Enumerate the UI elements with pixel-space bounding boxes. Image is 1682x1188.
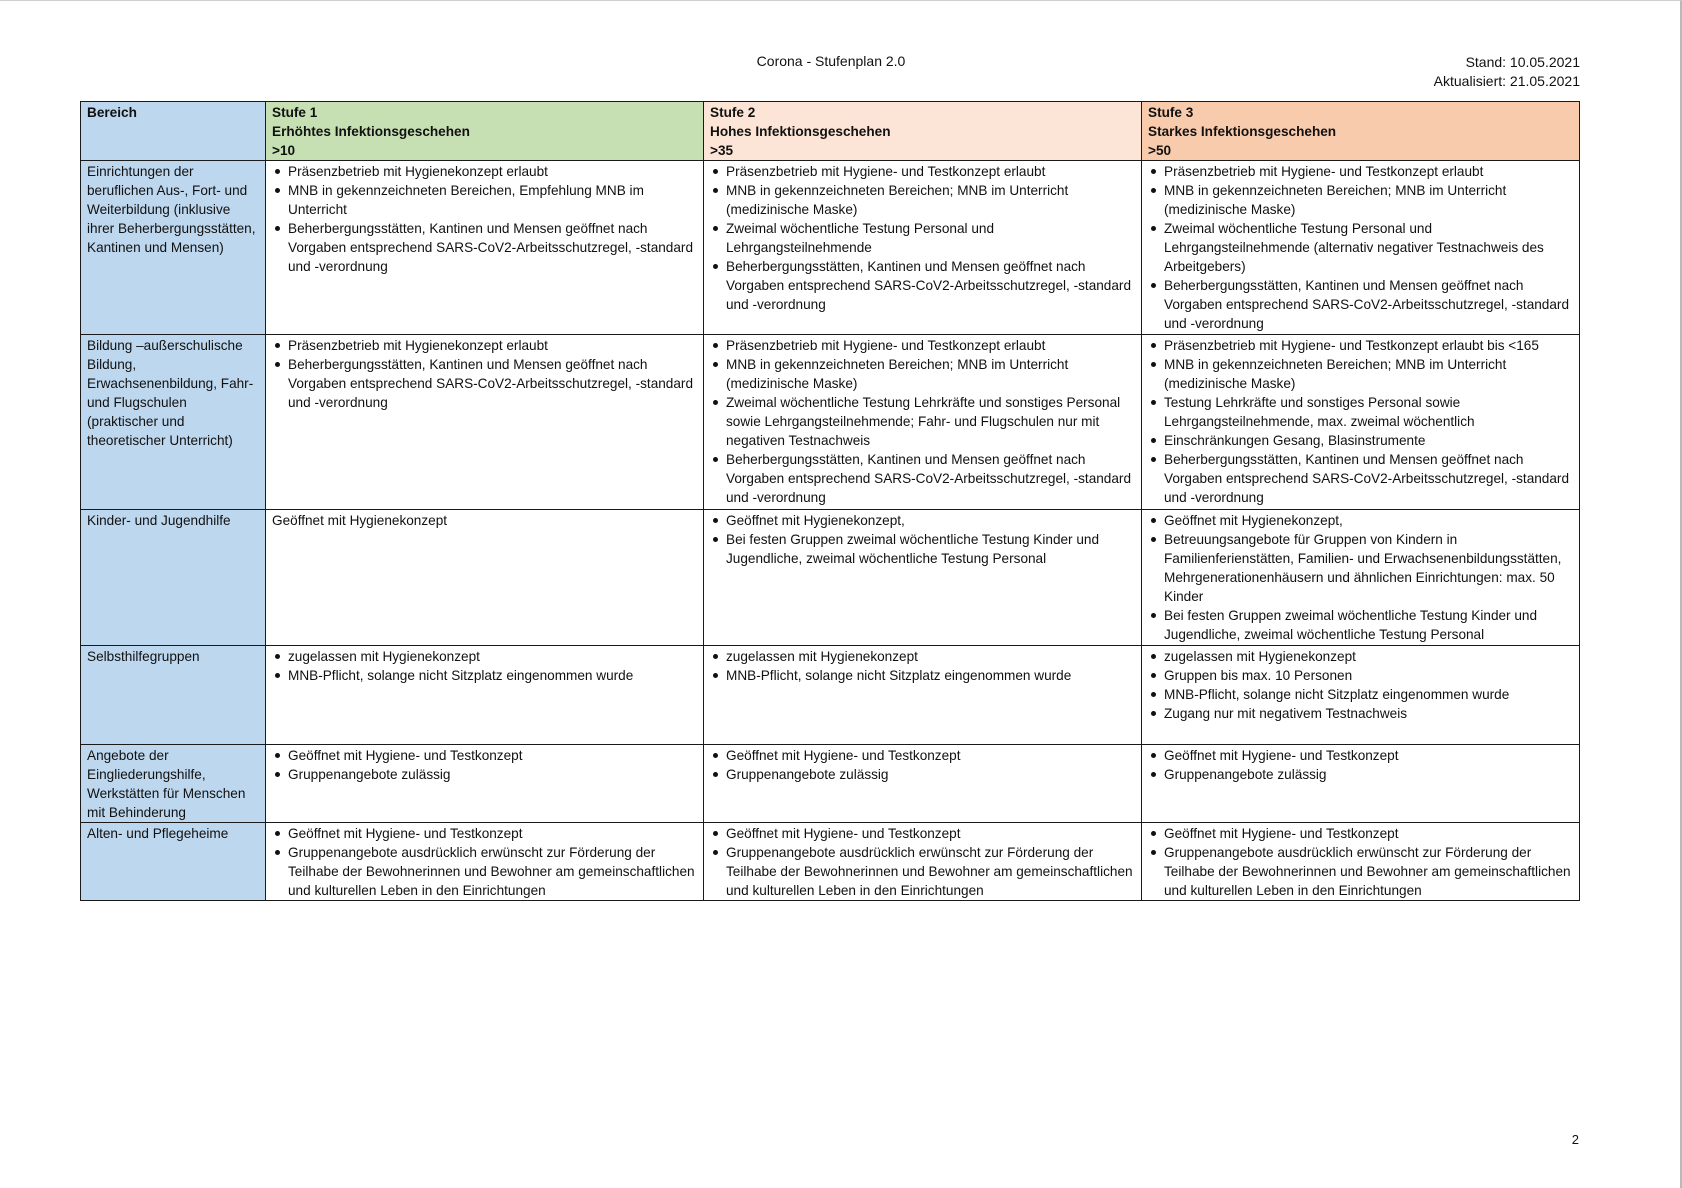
stufe-2-cell [704,646,1142,745]
list-item: MNB in gekennzeichneten Bereichen; MNB im Unterricht (medizinische Maske) [726,355,1137,393]
stufe-3-cell [1142,823,1580,901]
stufe-1-cell [266,646,704,745]
list-item: Präsenzbetrieb mit Hygiene- und Testkonzept erlaubt bis <165 [1164,336,1575,355]
header-stufe-2-label: Hohes Infektionsgeschehen [710,124,891,139]
list-item: Gruppen bis max. 10 Personen [1164,666,1575,685]
document-meta [1434,53,1580,91]
stufe-3-cell [1142,510,1580,646]
list-item: Präsenzbetrieb mit Hygiene- und Testkonzept erlaubt [726,336,1137,355]
page-number: 2 [1571,1132,1579,1147]
document-title: Corona - Stufenplan 2.0 [756,53,906,69]
list-item: Zweimal wöchentliche Testung Personal und Lehrgangsteilnehmende [726,219,1137,257]
list-item: zugelassen mit Hygienekonzept [726,647,1137,666]
list-item: MNB in gekennzeichneten Bereichen; MNB im Unterricht (medizinische Maske) [726,181,1137,219]
stufe-2-cell [704,823,1142,901]
list-item: MNB in gekennzeichneten Bereichen; MNB im Unterricht (medizinische Maske) [1164,181,1575,219]
header-stufe-2-level: Stufe 2 [710,105,756,120]
list-item: Beherbergungsstätten, Kantinen und Mensen geöffnet nach Vorgaben entsprechend SARS-CoV2-Arbeitsschutzregel, -standard und -verordnung [1164,276,1575,333]
stand-date: Stand: 10.05.2021 [1465,54,1580,70]
area-cell: Kinder- und Jugendhilfe [81,510,266,646]
list-item: Präsenzbetrieb mit Hygienekonzept erlaubt [288,162,699,181]
area-cell: Alten- und Pflegeheime [81,823,266,901]
list-item: Geöffnet mit Hygienekonzept, [726,511,1137,530]
stufe-1-cell [266,745,704,823]
header-stufe-1-label: Erhöhtes Infektionsgeschehen [272,124,470,139]
stufe-2-cell [704,510,1142,646]
list-item: Gruppenangebote zulässig [1164,765,1575,784]
list-item: Gruppenangebote zulässig [726,765,1137,784]
list-item: Gruppenangebote ausdrücklich erwünscht zur Förderung der Teilhabe der Bewohnerinnen und Bewohner am gemeinschaftlichen und kulturellen Leben in den Einrichtungen [288,843,699,900]
list-item: Beherbergungsstätten, Kantinen und Mensen geöffnet nach Vorgaben entsprechend SARS-CoV2-Arbeitsschutzregel, -standard und -verordnung [288,219,699,276]
list-item: Geöffnet mit Hygiene- und Testkonzept [288,824,699,843]
list-item: Zweimal wöchentliche Testung Lehrkräfte und sonstiges Personal sowie Lehrgangsteilnehmende; Fahr- und Flugschulen nur mit negativen Testnachweis [726,393,1137,450]
list-item: MNB-Pflicht, solange nicht Sitzplatz eingenommen wurde [288,666,699,685]
list-item: Gruppenangebote zulässig [288,765,699,784]
header-stufe-1-level: Stufe 1 [272,105,318,120]
list-item: Testung Lehrkräfte und sonstiges Personal sowie Lehrgangsteilnehmende, max. zweimal wöchentlich [1164,393,1575,431]
area-cell: Einrichtungen der beruflichen Aus-, Fort- und Weiterbildung (inklusive ihrer Beherbergungsstätten, Kantinen und Mensen) [81,161,266,335]
list-item: Beherbergungsstätten, Kantinen und Mensen geöffnet nach Vorgaben entsprechend SARS-CoV2-Arbeitsschutzregel, -standard und -verordnung [288,355,699,412]
list-item: Bei festen Gruppen zweimal wöchentliche Testung Kinder und Jugendliche, zweimal wöchentliche Testung Personal [1164,606,1575,644]
list-item: Beherbergungsstätten, Kantinen und Mensen geöffnet nach Vorgaben entsprechend SARS-CoV2-Arbeitsschutzregel, -standard und -verordnung [726,450,1137,507]
area-cell: Angebote der Eingliederungshilfe, Werkstätten für Menschen mit Behinderung [81,745,266,823]
stufe-1-cell: Geöffnet mit Hygienekonzept [266,510,704,646]
list-item: Beherbergungsstätten, Kantinen und Mensen geöffnet nach Vorgaben entsprechend SARS-CoV2-Arbeitsschutzregel, -standard und -verordnung [726,257,1137,314]
list-item: zugelassen mit Hygienekonzept [288,647,699,666]
list-item: zugelassen mit Hygienekonzept [1164,647,1575,666]
stufe-2-cell [704,745,1142,823]
updated-date: Aktualisiert: 21.05.2021 [1433,73,1580,89]
table-row [81,510,1580,646]
table-row [81,335,1580,510]
list-item: Zweimal wöchentliche Testung Personal und Lehrgangsteilnehmende (alternativ negativer Testnachweis des Arbeitgebers) [1164,219,1575,276]
list-item: Geöffnet mit Hygiene- und Testkonzept [726,746,1137,765]
list-item: Bei festen Gruppen zweimal wöchentliche Testung Kinder und Jugendliche, zweimal wöchentliche Testung Personal [726,530,1137,568]
list-item: Präsenzbetrieb mit Hygiene- und Testkonzept erlaubt [1164,162,1575,181]
stufenplan-table [80,101,1580,901]
header-bereich: Bereich [81,102,266,161]
table-row [81,161,1580,335]
stufe-1-cell [266,335,704,510]
stufe-2-cell [704,335,1142,510]
table-row [81,823,1580,901]
list-item: Präsenzbetrieb mit Hygienekonzept erlaubt [288,336,699,355]
table-header-row [81,102,1580,161]
list-item: MNB-Pflicht, solange nicht Sitzplatz eingenommen wurde [726,666,1137,685]
list-item: Gruppenangebote ausdrücklich erwünscht zur Förderung der Teilhabe der Bewohnerinnen und Bewohner am gemeinschaftlichen und kulturellen Leben in den Einrichtungen [1164,843,1575,900]
stufe-2-cell [704,161,1142,335]
stufe-1-cell [266,823,704,901]
list-item: Geöffnet mit Hygiene- und Testkonzept [288,746,699,765]
stufe-3-cell [1142,646,1580,745]
header-stufe-2 [704,102,1142,161]
list-item: Präsenzbetrieb mit Hygiene- und Testkonzept erlaubt [726,162,1137,181]
header-stufe-1 [266,102,704,161]
area-cell: Bildung –außerschulische Bildung, Erwachsenenbildung, Fahr- und Flugschulen (praktischer und theoretischer Unterricht) [81,335,266,510]
list-item: MNB in gekennzeichneten Bereichen, Empfehlung MNB im Unterricht [288,181,699,219]
table-row [81,745,1580,823]
table-row [81,646,1580,745]
header-stufe-3-level: Stufe 3 [1148,105,1194,120]
list-item: Zugang nur mit negativem Testnachweis [1164,704,1575,723]
header-stufe-3-threshold: >50 [1148,143,1172,158]
header-stufe-3 [1142,102,1580,161]
header-stufe-3-label: Starkes Infektionsgeschehen [1148,124,1337,139]
stufe-3-cell [1142,335,1580,510]
list-item: MNB in gekennzeichneten Bereichen; MNB im Unterricht (medizinische Maske) [1164,355,1575,393]
stufe-3-cell [1142,161,1580,335]
list-item: Geöffnet mit Hygienekonzept, [1164,511,1575,530]
list-item: Einschränkungen Gesang, Blasinstrumente [1164,431,1575,450]
header-stufe-1-threshold: >10 [272,143,296,158]
header-stufe-2-threshold: >35 [710,143,734,158]
list-item: Gruppenangebote ausdrücklich erwünscht zur Förderung der Teilhabe der Bewohnerinnen und Bewohner am gemeinschaftlichen und kulturellen Leben in den Einrichtungen [726,843,1137,900]
list-item: Geöffnet mit Hygiene- und Testkonzept [726,824,1137,843]
stufe-3-cell [1142,745,1580,823]
list-item: Beherbergungsstätten, Kantinen und Mensen geöffnet nach Vorgaben entsprechend SARS-CoV2-Arbeitsschutzregel, -standard und -verordnung [1164,450,1575,507]
area-cell: Selbsthilfegruppen [81,646,266,745]
list-item: Geöffnet mit Hygiene- und Testkonzept [1164,746,1575,765]
list-item: Betreuungsangebote für Gruppen von Kindern in Familienferienstätten, Familien- und Erwachsenenbildungsstätten, Mehrgenerationenhäusern und ähnlichen Einrichtungen: max. 50 Kinder [1164,530,1575,606]
list-item: MNB-Pflicht, solange nicht Sitzplatz eingenommen wurde [1164,685,1575,704]
stufe-1-cell [266,161,704,335]
list-item: Geöffnet mit Hygiene- und Testkonzept [1164,824,1575,843]
